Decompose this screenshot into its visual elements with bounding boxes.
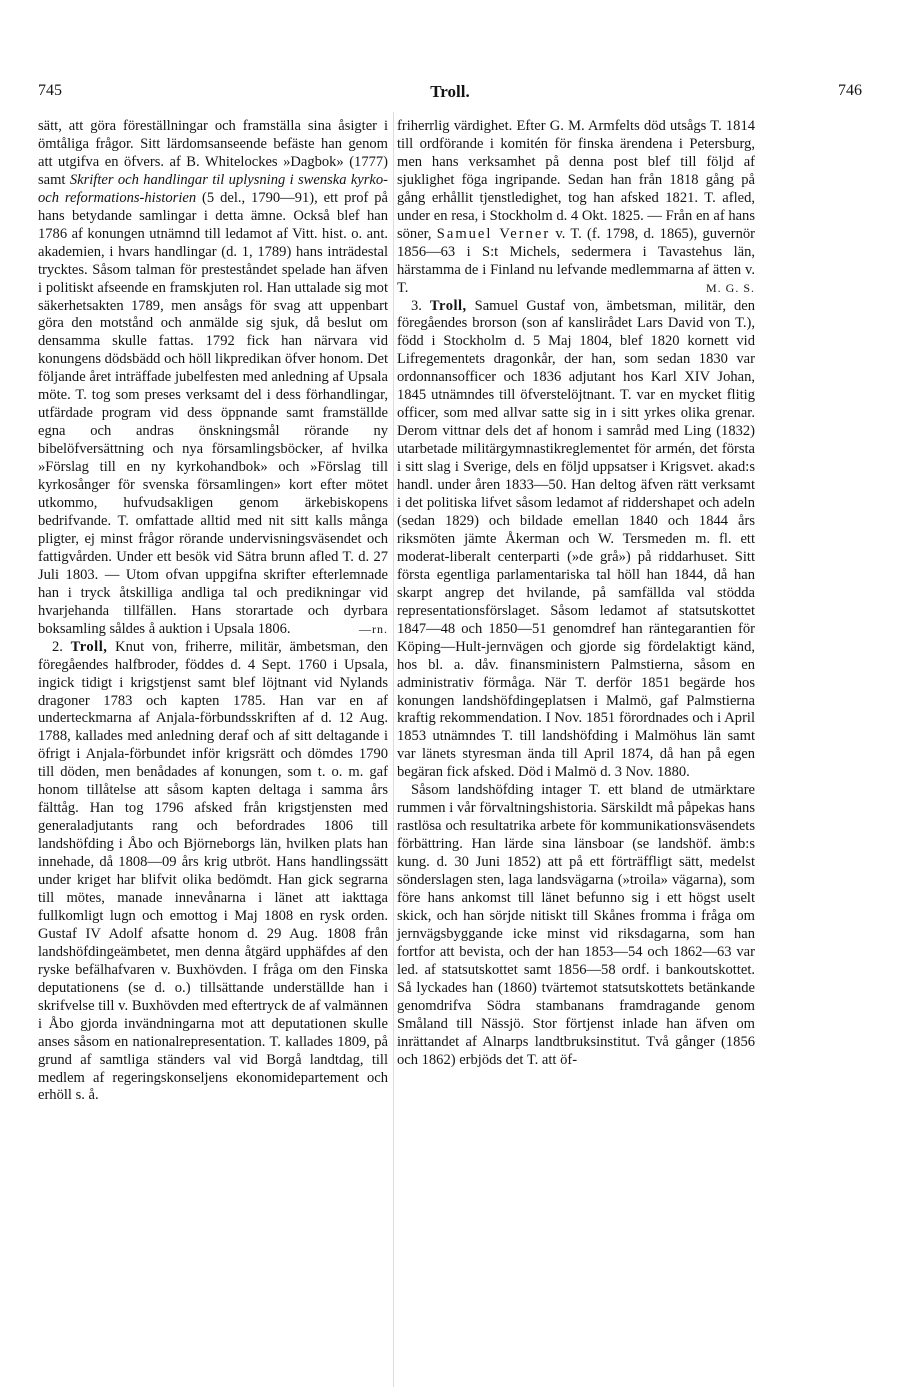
entry-text: friherre, militär, ämbetsman, den föregåendes halfbroder, föddes d. 4 Sept. 1760 i Upsala, ingick tidigt i krigstjenst samt blef löjtnant vid Nylands dragoner 1783 och kapten 1785. Han var en af underteckmarna af Anjala-förbundsskriften af d. 12 Aug. 1788, kallades med anledning deraf och af sitt deltagande i öfrigt i Anjala-förbundet inför krigsrätt och dömdes 1790 till döden, men benådades af konungen, som t. o. m. gaf honom tillåtelse att såsom kapten deltaga i samma års fälttåg. Han tog 1796 afsked från krigstjensten med generaladjutants rang och befordrades 1806 till landshöfding i Åbo och Björneborgs län, hvilken plats han innehade, då 1808—09 års krig utbröt. Hans handlingssätt under kriget har blifvit olika bedömdt. Han gick segrarna till mötes, manade innevånarna i länet att iakttaga fullkomligt lugn och emottog i Maj 1808 en rysk orden. Gustaf IV Adolf afsatte honom d. 29 Aug. 1808 från landshöfdingeämbetet, men denna åtgärd upphäfdes af den ryske befälhafvaren v. Buxhövden. I fråga om den Finska deputationens (se d. o.) tillsättande underställde han i skrifvelse till v. Buxhövden med eftertryck de af valmännen i Åbo gjorda invändningarna mot att deputationen skulle anses såsom en nationalrepresentation. T. kallades 1809, på grund af samtliga ständers val vid Borgå landtdag, till medlem af regeringskonseljens ekonomidepartement och erhöll s. å.: [38, 638, 389, 1104]
author-signature: M. G. S.: [705, 280, 755, 295]
entry-text: ämbetsman, militär, den föregåendes brorson (son af kanslirådet Lars David von T.), född i Stockholm d. 5 Maj 1804, blef 1820 kornett vid Lifregementets dragonkår, der han, som sedan 1830 var ordonnansofficer och 1836 adjutant hos Karl XIV Johan, 1845 utnämndes till öfverstelöjtnant. T. var en mycket flitig officer, som med allvar satte sig in i sitt yrkes olika grenar. Derom vittnar dels det af honom i samråd med Ling (1832) utarbetade militärgymnastikreglementet för armén, det första i sitt slag i Sverige, dels en följd uppsatser i Krigsvet. akad:s handl. under åren 1833—50. Han deltog äfven rätt verksamt i det politiska lifvet såsom ledamot af riddershapet och adeln (sedan 1829) och bildade emellan 1840 och 1844 års riksmöten jämte Åkerman och W. Tersmeden m. fl. ett moderat-liberalt centerparti (»de grå») på riddarhuset. Sitt första egentliga parlamentariska tal höll han 1844, då han skarpt angrep det hvilande, på samfällda val stödda representationsförslaget. Såsom ledamot af statsutskottet 1847—48 och 1850—51 genomdref han räntegarantien för Köping—Hult-jernvägen och gjorde sig fördelaktigt känd, hos bl. a. dåv. finansministern Palmstierna, såsom en administrativ förmåga. När T. derför 1851 begärde hos konungen landshöfdingeplatsen i Malmö, gaf Palmstierna kraftig rekommendation. I Nov. 1851 förordnades och i April 1853 utnämndes T. till landshöfding i Malmöhus län samt var länets styresman ända till April 1874, då han på egen begäran fick afsked. Död i Malmö d. 3 Nov. 1880.: [397, 297, 756, 781]
page-header: [38, 82, 862, 106]
page-number-left: 745: [38, 82, 62, 99]
entry-text: sätt, att göra föreställningar och framställa sina åsigter i ömtåliga frågor. Sitt lärdomsanseende befäste han genom att utgifva en öfvers. af B. Whitelockes »Dagbok» (1777) samt: [38, 118, 388, 188]
entry-text: v. T. (f. 1798, d. 1865), guvernör 1856—63 i S:t Michels, sedermera i Tavastehus län, härstamma de i Finland nu lefvande medlemmarna af ätten v. T.: [397, 225, 755, 296]
entry-name: Samuel Gustaf von,: [466, 297, 599, 314]
person-name: Samuel Verner: [436, 225, 551, 242]
column-divider: [393, 112, 394, 1387]
entry-paragraph: [397, 782, 755, 1069]
entry-text: friherrlig värdighet. Efter G. M. Armfelts död utsågs T. 1814 till ordförande i komitén för finska ärendena i Petersburg, men hans verksamhet på denna post blef till följd af sjuklighet föga ingripande. Sedan han från 1818 gång på gång erhållit tjenstledighet, tog han afsked 1821. T. afled, under en resa, i Stockholm d. 4 Okt. 1825. — Från en af hans söner,: [397, 118, 755, 242]
entry-headword: Troll,: [429, 297, 467, 314]
entry-name: Knut von,: [107, 638, 178, 655]
entry-text: (5 del., 1790—91), ett prof på hans betydande samlingar i detta ämne. Också blef han 1786 af konungen utnämnd till ledamot af Vitt. hist. o. ant. akademien, i hvars handlingar (d. 1, 1789) hans inträdestal trycktes. Såsom talman för presteståndet spelade han äfven i politiskt afseende en framskjuten rol. Han uttalade sig mot säkerhetsakten 1789, men ansågs för svag att uppenbart göra den motstånd och anmälde sig sjuk, då beslut om densamma skulle fattas. 1792 fick han närvara vid konungens dödsbädd och höll likpredikan öfver honom. Det följande året inträffade jubelfesten med anledning af Upsala möte. T. tog som preses verksamt del i dess förhandlingar, utfärdade program vid dess öppnande samt framställde egna och andras önskningsmål rörande ny bibelöfversättning och nya församlingsböcker, af hvilka »Förslag till en ny kyrkohandbok» och »Förslag till kyrkosånger för svenska församlingen» kort efter mötet utkommo, hufvudsakligen genom ärkebiskopens bedrifvande. T. omfattade alltid med nit sitt kalls många pligter, ej minst frågor rörande undervisningsväsendet och fattigvården. Under ett besök vid Sätra brunn afled T. d. 27 Juli 1803. — Utom ofvan uppgifna skrifter efterlemnade han i tryck åtskilliga andliga tal och predikningar vid hvarjehanda tillfällen. Hans storartade och dyrbara boksamling såldes å auktion i Upsala 1806.: [38, 189, 388, 637]
entry-paragraph: [38, 118, 388, 639]
entry-number: 3.: [411, 297, 430, 314]
entry-paragraph: [38, 639, 388, 1106]
book-title: Skrifter och handlingar til uplysning i swenska kyrko- och reformations-historien: [38, 171, 388, 206]
entry-number: 2.: [52, 638, 71, 655]
running-title: Troll.: [430, 82, 470, 101]
author-signature: —rn.: [359, 621, 388, 636]
entry-paragraph: [397, 118, 755, 298]
page-number-right: 746: [838, 82, 862, 99]
left-column: [38, 118, 388, 1105]
entry-text: Såsom landshöfding intager T. ett bland de utmärktare rummen i vår förvaltningshistoria. Särskildt må påpekas hans rastlösa och resultatrika arbete för kommunikationsväsendets förbättring. Han lärde sina länsboar (se landshöf. ämb:s kung. d. 30 Juni 1852) att på ett förträffligt sätt, medelst sönderslagen sten, laga landsvägarna (»troila» vägarna), som före hans ankomst till länet befunno sig i ett högst uselt skick, och han sörjde nitiskt till Skånes fromma i fråga om jernvägsbyggande icke minst vid riksdagarna, som han fortfor att bevista, och der han 1853—54 och 1862—63 var led. af statsutskottet samt 1856—58 ordf. i bankoutskottet. Så lyckades han (1860) tvärtemot statsutskottets betänkande genomdrifva Södra stambanans framdragande genom Småland till Nässjö. Stor förtjenst inlade han äfven om inrättandet af Alnarps landtbruksinstitut. Två gånger (1856 och 1862) erbjöds det T. att öf-: [397, 782, 755, 1068]
entry-paragraph: [397, 298, 755, 783]
entry-headword: Troll,: [70, 638, 108, 655]
right-column: [397, 118, 755, 1070]
